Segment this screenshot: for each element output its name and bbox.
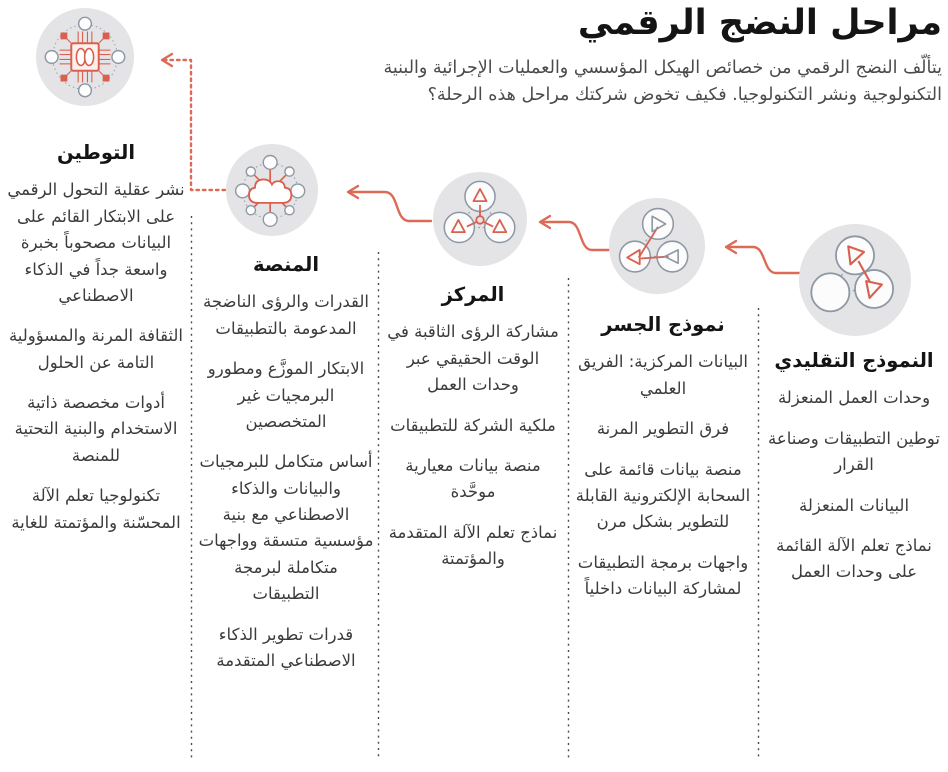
stage-4-icon-platform <box>226 144 318 236</box>
hub-spoke-icon <box>433 172 527 266</box>
stage-1-item: البيانات المنعزلة <box>798 495 910 515</box>
stage-2-icon-bridge <box>609 198 705 294</box>
stage-4-item: القدرات والرؤى الناضجة المدعومة بالتطبيقات <box>203 292 369 338</box>
page-subtitle: يتألّف النضج الرقمي من خصائص الهيكل المؤسسي والعمليات الإجرائية والبنية التكنولوجية ونشر التكنولوجيا. فكيف تخوض شركتك مراحل هذه الرحلة؟ <box>383 57 942 105</box>
arrowhead-icon <box>348 186 358 198</box>
stage-5-item: نشر عقلية التحول الرقمي على الابتكار القائم على البيانات مصحوباً بخبرة واسعة جداً في الذكاء الاصطناعي <box>7 180 185 305</box>
platform-cloud-icon <box>226 144 318 236</box>
page-title: مراحل النضج الرقمي <box>577 3 942 43</box>
stage-1-title: النموذج التقليدي <box>774 349 934 372</box>
stage-3-item: منصة بيانات معيارية موحَّدة <box>405 455 541 502</box>
stage-3-item: ملكية الشركة للتطبيقات <box>390 415 556 435</box>
native-ai-chip-icon <box>36 8 134 106</box>
stage-3-item: نماذج تعلم الآلة المتقدمة والمؤتمتة <box>388 522 558 569</box>
stage-2-item: البيانات المركزية: الفريق العلمي <box>578 352 748 398</box>
stage-5-column <box>6 140 186 550</box>
stage-1-item: نماذج تعلم الآلة القائمة على وحدات العمل <box>776 535 932 582</box>
stage-4-column <box>198 252 374 688</box>
stage-5-title: التوطين <box>56 141 136 164</box>
arrowhead-icon <box>726 241 736 253</box>
stage-3-title: المركز <box>441 283 505 306</box>
arrow-stage2-to-stage3 <box>541 222 609 250</box>
stage-3-icon-hub <box>433 172 527 266</box>
stage-2-title: نموذج الجسر <box>601 313 725 336</box>
stage-4-title: المنصة <box>252 253 320 276</box>
stage-5-item: الثقافة المرنة والمسؤولية التامة عن الحلول <box>8 326 184 372</box>
stage-2-item: منصة بيانات قائمة على السحابة الإلكترونية القابلة للتطوير بشكل مرن <box>575 459 751 532</box>
bridge-link-icon <box>609 198 705 294</box>
stage-5-item: تكنولوجيا تعلم الآلة المحسّنة والمؤتمتة للغاية <box>11 486 181 532</box>
header <box>324 2 942 109</box>
stage-4-item: الابتكار الموزَّع ومطورو البرمجيات غير المتخصصين <box>207 359 365 431</box>
stage-4-item: أساس متكامل للبرمجيات والبيانات والذكاء الاصطناعي مع بنية مؤسسية متسقة وواجهات متكاملة لبرمجة التطبيقات <box>198 452 374 604</box>
stage-2-column <box>574 312 752 616</box>
arrow-stage1-to-stage2 <box>727 247 799 273</box>
stage-1-column <box>764 348 944 600</box>
arrowhead-icon <box>162 54 172 66</box>
stage-2-item: واجهات برمجة التطبيقات لمشاركة البيانات داخلياً <box>577 552 749 599</box>
arrowhead-icon <box>540 216 550 228</box>
stage-5-item: أدوات مخصصة ذاتية الاستخدام والبنية التحتية للمنصة <box>14 393 178 465</box>
stage-5-icon-native-chip <box>36 8 134 106</box>
stage-2-item: فرق التطوير المرنة <box>596 419 730 439</box>
stage-3-column <box>384 282 562 586</box>
stage-4-item: قدرات تطوير الذكاء الاصطناعي المتقدمة <box>216 624 356 671</box>
arrow-stage3-to-stage4 <box>349 192 431 221</box>
stage-3-item: مشاركة الرؤى الثاقبة في الوقت الحقيقي عبر وحدات العمل <box>387 322 559 395</box>
stage-1-item: توطين التطبيقات وصناعة القرار <box>768 428 940 475</box>
siloed-units-icon <box>799 224 911 336</box>
stage-1-icon-siloed-units <box>799 224 911 336</box>
stage-1-item: وحدات العمل المنعزلة <box>777 388 931 408</box>
